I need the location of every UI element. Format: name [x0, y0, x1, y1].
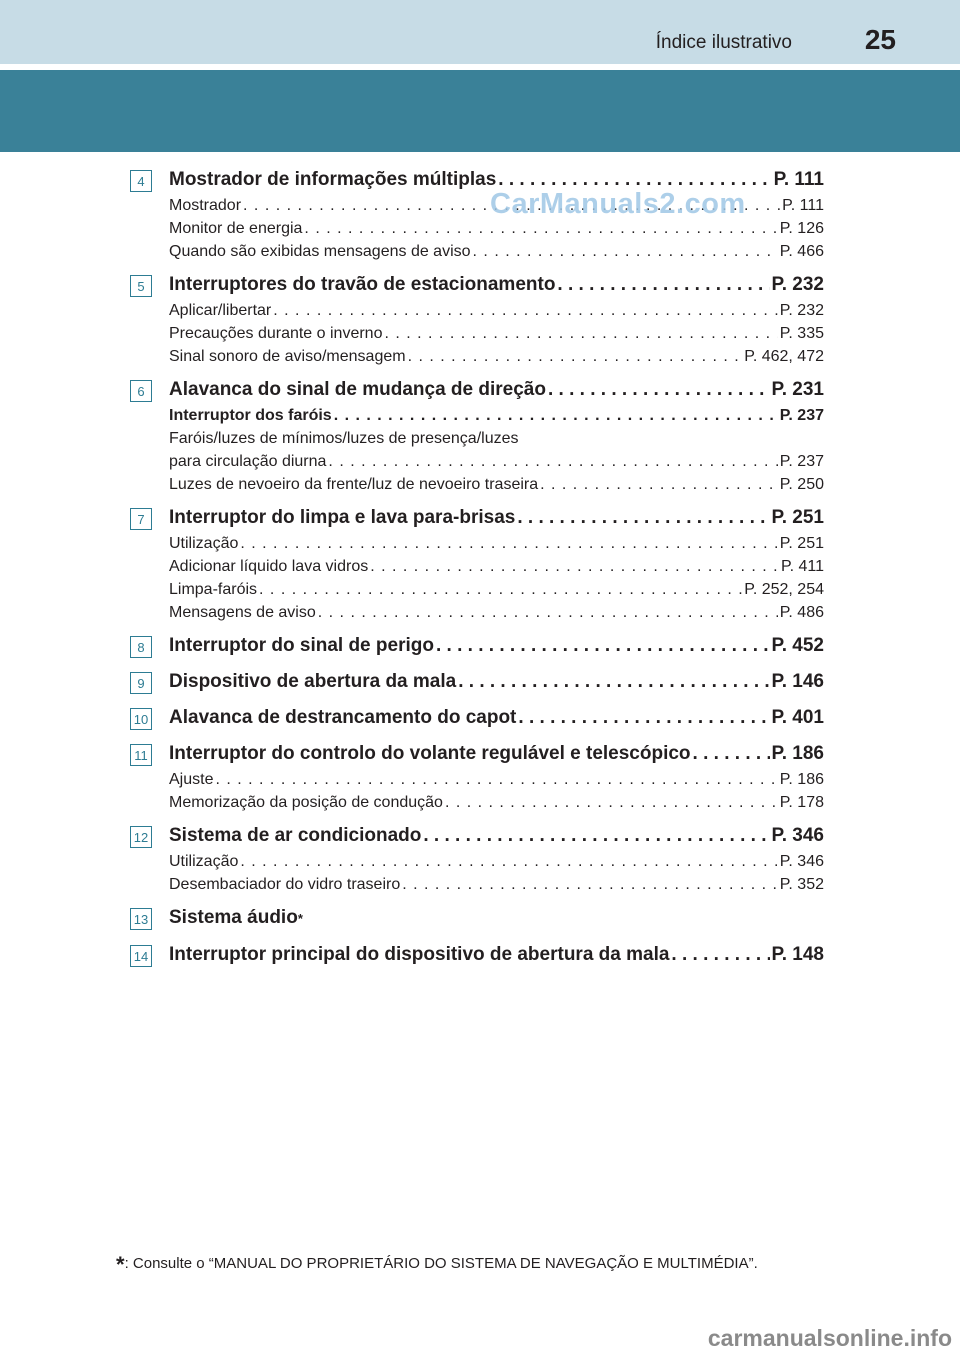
sub-item-page-ref[interactable]: P. 178 [779, 794, 824, 811]
sub-item-page-ref[interactable]: P. 466 [779, 243, 824, 260]
entry-page-ref[interactable]: P. 146 [771, 671, 824, 692]
sub-item-page-ref[interactable]: P. 250 [779, 476, 824, 493]
index-entry-14 [130, 941, 824, 969]
sub-item-label: Limpa-faróis [169, 581, 258, 598]
entry-number-badge: 11 [130, 744, 152, 766]
sub-item-page-ref[interactable]: P. 486 [779, 604, 824, 621]
sub-item-label: Mostrador [169, 197, 242, 214]
sub-item-label: Adicionar líquido lava vidros [169, 558, 369, 575]
header-bar [0, 0, 960, 64]
index-entry-7 [130, 504, 824, 624]
page-number: 25 [864, 24, 896, 55]
entry-number-badge: 6 [130, 380, 152, 402]
entry-number-badge: 8 [130, 636, 152, 658]
index-entry-8 [130, 632, 824, 660]
sub-item-page-ref[interactable]: P. 252, 254 [744, 581, 824, 598]
entry-number-badge: 7 [130, 508, 152, 530]
sub-item-page-ref[interactable]: P. 126 [779, 220, 824, 237]
sub-item-label: Desembaciador do vidro traseiro [169, 876, 401, 893]
sub-item-label: Luzes de nevoeiro da frente/luz de nevoeiro traseira [169, 476, 539, 493]
index-entry-11 [130, 740, 824, 814]
entry-page-ref[interactable]: P. 452 [771, 635, 824, 656]
entry-title: Alavanca de destrancamento do capot [169, 707, 517, 728]
entry-page-ref[interactable]: P. 231 [771, 379, 824, 400]
entry-number-badge: 4 [130, 170, 152, 192]
sub-item-page-ref[interactable]: P. 335 [779, 325, 824, 342]
sub-item-label: Ajuste [169, 771, 214, 788]
entry-title: Interruptor do sinal de perigo [169, 635, 434, 656]
entry-page-ref[interactable]: P. 186 [771, 743, 824, 764]
sub-item-label: Utilização [169, 853, 239, 870]
index-entry-12 [130, 822, 824, 896]
index-entry-10 [130, 704, 824, 732]
headlight-switch-label: Interruptor dos faróis [169, 407, 332, 424]
watermark-carmanuals2: CarManuals2.com [490, 188, 746, 220]
headlight-switch-page-ref[interactable]: P. 237 [779, 407, 824, 424]
sub-item-page-ref[interactable]: P. 186 [779, 771, 824, 788]
sub-item-page-ref[interactable]: P. 251 [779, 535, 824, 552]
sub-item-label: Monitor de energia [169, 220, 303, 237]
sub-item-page-ref[interactable]: P. 232 [779, 302, 824, 319]
entry-title: Interruptor principal do dispositivo de abertura da mala [169, 944, 670, 965]
entry-number-badge: 13 [130, 908, 152, 930]
index-entry-13 [130, 904, 824, 933]
entry-title: Sistema de ar condicionado [169, 825, 422, 846]
sub-item-label: Quando são exibidas mensagens de aviso [169, 243, 471, 260]
entry-title: Dispositivo de abertura da mala [169, 671, 457, 692]
entry-number-badge: 10 [130, 708, 152, 730]
sub-item-page-ref[interactable]: P. 462, 472 [744, 348, 824, 365]
entry-number-badge: 14 [130, 945, 152, 967]
sub-item-label: Memorização da posição de condução [169, 794, 443, 811]
sub-item-label: Sinal sonoro de aviso/mensagem [169, 348, 406, 365]
sub-item-page-ref[interactable]: P. 411 [780, 558, 824, 575]
entry-page-ref[interactable]: P. 232 [771, 274, 824, 295]
entry-number-badge: 12 [130, 826, 152, 848]
footnote [116, 1252, 758, 1278]
entry-number-badge: 5 [130, 275, 152, 297]
sub-item-label: Faróis/luzes de mínimos/luzes de presença/luzes [169, 430, 519, 447]
sub-item-page-ref[interactable]: P. 346 [779, 853, 824, 870]
entry-title: Alavanca do sinal de mudança de direção [169, 379, 546, 400]
sub-item-page-ref[interactable]: P. 111 [782, 197, 824, 214]
entry-page-ref[interactable]: P. 251 [771, 507, 824, 528]
footnote-text: : Consulte o “MANUAL DO PROPRIETÁRIO DO SISTEMA DE NAVEGAÇÃO E MULTIMÉDIA”. [124, 1255, 758, 1272]
entry-title: Interruptores do travão de estacionamento [169, 274, 556, 295]
entry-page-ref[interactable]: P. 148 [771, 944, 824, 965]
sub-item-page-ref[interactable]: P. 352 [779, 876, 824, 893]
entry-page-ref[interactable]: P. 346 [771, 825, 824, 846]
sub-item-label: Precauções durante o inverno [169, 325, 383, 342]
entry-title: Sistema áudio [169, 907, 298, 928]
watermark-carmanualsonline: carmanualsonline.info [707, 1325, 952, 1351]
entry-title: Interruptor do limpa e lava para-brisas [169, 507, 516, 528]
footnote-star: * [116, 1252, 125, 1277]
index-entry-9 [130, 668, 824, 696]
entry-title: Interruptor do controlo do volante regulável e telescópico [169, 743, 691, 764]
entry-page-ref[interactable]: P. 111 [773, 169, 824, 190]
section-title: Índice ilustrativo [655, 32, 792, 53]
sub-item-page-ref[interactable]: P. 237 [779, 453, 824, 470]
sub-item-label: Utilização [169, 535, 239, 552]
sub-item-label: Mensagens de aviso [169, 604, 316, 621]
footnote-star-marker: * [297, 911, 303, 926]
sub-item-label: Aplicar/libertar [169, 302, 272, 319]
index-entry-5 [130, 271, 824, 368]
entry-number-badge: 9 [130, 672, 152, 694]
header-band [0, 70, 960, 152]
index-entry-6 [130, 376, 824, 496]
entry-page-ref[interactable]: P. 401 [771, 707, 824, 728]
entry-title: Mostrador de informações múltiplas [169, 169, 497, 190]
sub-item-label: para circulação diurna [169, 453, 327, 470]
index-list [130, 166, 824, 977]
